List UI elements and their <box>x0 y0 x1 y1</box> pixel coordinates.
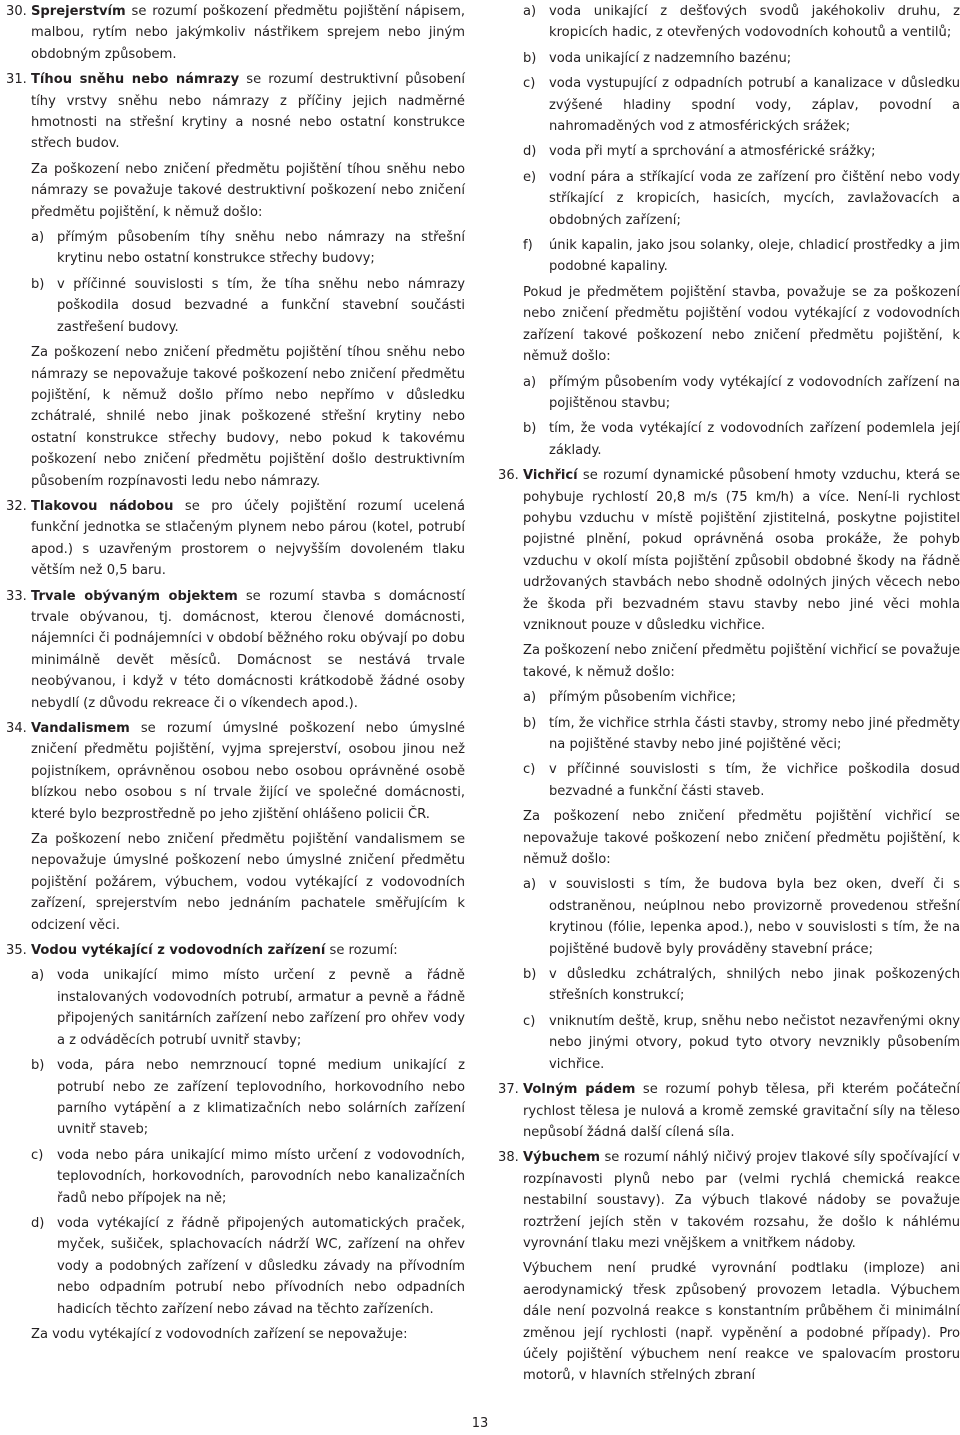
list-text: voda při mytí a sprchování a atmosférické srážky; <box>549 144 876 160</box>
definition-term: Tíhou sněhu nebo námrazy <box>31 72 240 88</box>
list-text: přímým působením vody vytékající z vodovodních zařízení na pojištěnou stavbu; <box>549 374 960 411</box>
definition-number: 31. <box>6 72 27 88</box>
list-item <box>498 167 960 231</box>
list-item <box>498 418 960 461</box>
definition-35 <box>6 940 465 961</box>
definition-term: Trvale obývaným objektem <box>31 588 238 604</box>
definition-33 <box>6 586 465 714</box>
list-item <box>498 687 960 708</box>
list-text: voda vystupující z odpadních potrubí a kanalizace v důsledku zvýšené hladiny spodní vody, záplav, povodní a nahromaděných vod z atmosférických srážek; <box>549 76 960 135</box>
list-item <box>6 1055 465 1141</box>
definition-32 <box>6 496 465 582</box>
list-text: voda unikající mimo místo určení z pevně a řádně instalovaných vodovodních potrubí, armatur a pevně a řádně připojených sanitárních zařízení nebo zařízení pro ohřev vody a z odváděcích potrubí uvnitř stavby; <box>57 968 465 1048</box>
list-text: voda unikající z nadzemního bazénu; <box>549 50 792 66</box>
definition-text: se rozumí pohyb tělesa, při kterém počáteční rychlost tělesa je nulová a kromě zemské gravitační síly na těleso nepůsobí žádná další cílená síla. <box>523 1082 960 1140</box>
paragraph: Výbuchem není prudké vyrovnání podtlaku (imploze) ani aerodynamický třesk způsobený provozem letadla. Výbuchem dále není pozvolná reakce s konstantním průběhem či minimální změnou její rychlosti (např. vypěnění a podobné případy). Pro účely pojištění výbuchem není reakce ve spalovacím prostoru motorů, v hlavních střelných zbraní <box>523 1261 960 1384</box>
list-marker: c) <box>31 1147 44 1163</box>
definition-term: Vodou vytékající z vodovodních zařízení <box>31 943 326 959</box>
list-item <box>498 964 960 1007</box>
list-text: vodní pára a stříkající voda ze zařízení pro čištění nebo vody stříkající z kropicích, hasicích, mycích, zavlažovacích a obdobných zařízení; <box>549 169 960 228</box>
definition-text: se rozumí úmyslné poškození nebo úmyslné zničení předmětu pojištění, vyjma sprejerství, osobou jinou než pojistníkem, oprávněnou osobou nebo osobou oprávněné osobě blízkou nebo osobou s ní trvale žijící ve společné domácnosti, které bylo bezprostředně po jeho zjištění ohlášeno policii ČR. <box>31 721 465 822</box>
list-item <box>498 372 960 415</box>
list-text: přímým působením tíhy sněhu nebo námrazy na střešní krytinu nebo ostatní konstrukce střechy budovy; <box>57 230 465 267</box>
list-text: tím, že voda vytékající z vodovodních zařízení podemlela její základy. <box>549 421 960 458</box>
definition-number: 37. <box>498 1082 519 1098</box>
definition-31 <box>6 69 465 155</box>
definition-38 <box>498 1147 960 1254</box>
list-marker: b) <box>31 1058 45 1074</box>
definition-text: se rozumí náhlý ničivý projev tlakové síly spočívající v rozpínavosti plynů nebo par (velmi rychlá chemická reakce nestabilní soustavy). Za výbuch tlakové nádoby se považuje roztržení jejích stěn v takovém rozsahu, že došlo k náhlému vyrovnání tlaku mezi vnějškem a vnitřkem nádoby. <box>523 1150 960 1251</box>
list-item <box>6 1213 465 1320</box>
definition-term: Volným pádem <box>523 1082 636 1098</box>
definition-36 <box>498 465 960 636</box>
list-marker: a) <box>31 230 45 246</box>
list-marker: a) <box>523 877 537 893</box>
list-marker: f) <box>523 238 533 254</box>
list-marker: a) <box>523 4 537 19</box>
left-column <box>6 1 465 1349</box>
paragraph: Za vodu vytékající z vodovodních zařízení se nepovažuje: <box>31 1326 408 1342</box>
definition-30 <box>6 1 465 65</box>
list-text: tím, že vichřice strhla části stavby, stromy nebo jiné předměty na pojištěné stavby nebo jiné pojištěné věci; <box>549 715 960 752</box>
list-marker: b) <box>523 715 537 731</box>
paragraph: Za poškození nebo zničení předmětu pojištění tíhou sněhu nebo námrazy se považuje takové destruktivní poškození nebo zničení předmětu pojištění, k němuž došlo: <box>31 161 465 220</box>
list-item <box>498 759 960 802</box>
list-text: přímým působením vichřice; <box>549 690 736 706</box>
list-item <box>498 73 960 137</box>
paragraph: Za poškození nebo zničení předmětu pojištění vichřicí se nepovažuje takové poškození nebo zničení předmětu pojištění, k němuž došlo: <box>523 809 960 868</box>
definition-37 <box>498 1079 960 1143</box>
list-marker: a) <box>31 968 45 984</box>
definition-term: Tlakovou nádobou <box>31 498 174 514</box>
list-marker: b) <box>523 421 537 437</box>
list-text: v souvislosti s tím, že budova byla bez oken, dveří či s odstraněnou, neúplnou nebo provizorně provedenou střešní krytinou (fólie, lepenka apod.), nebo v souvislosti s tím, že na pojištěné budově byly prováděny stavební práce; <box>549 877 960 957</box>
definition-number: 38. <box>498 1150 519 1166</box>
list-text: v příčinné souvislosti s tím, že tíha sněhu nebo námrazy poškodila dosud bezvadné a funkční stavební součásti zastřešení budovy. <box>57 276 465 335</box>
definition-term: Sprejerstvím <box>31 4 126 19</box>
list-text: voda, pára nebo nemrznoucí topné medium unikající z potrubí nebo ze zařízení teplovodního, horkovodního nebo parního vytápění a z klimatizačních nebo solárních zařízení uvnitř staveb; <box>57 1058 465 1138</box>
definition-text: se rozumí dynamické působení hmoty vzduchu, která se pohybuje rychlostí 20,8 m/s (75 km/h) a více. Není-li rychlost pohybu vzduchu v místě pojištění zjistitelná, poskytne pojistitel pojistné plnění, pokud oprávněná osoba prokáže, že pohyb vzduchu v okolí místa pojištění způsobil obdobné škody na řádně udržovaných stavbách nebo shodně odolných jiných věcech nebo že škoda při bezvadném stavu stavby nebo jiné věci mohla vzniknout pouze v důsledku vichřice. <box>523 468 960 633</box>
list-item <box>498 48 960 69</box>
list-marker: c) <box>523 1013 536 1029</box>
definition-number: 34. <box>6 721 27 736</box>
list-marker: b) <box>523 50 537 66</box>
definition-text: se rozumí stavba s domácností trvale obývanou, tj. domácnost, kterou členové domácnosti, nájemníci či podnájemníci v období běžného roku obývají po dobu minimálně devět měsíců. Domácnost se nestává trvale neobývanou, i když v této domácnosti krátkodobě žádné osoby nebydlí (z důvodu rekreace či o víkendech apod.). <box>31 588 465 711</box>
definition-34 <box>6 718 465 825</box>
definition-text: se rozumí poškození předmětu pojištění nápisem, malbou, rytím nebo jakýmkoliv nástřikem sprejem nebo jiným obdobným způsobem. <box>31 4 465 62</box>
definition-number: 36. <box>498 468 519 484</box>
definition-number: 32. <box>6 498 27 514</box>
paragraph: Za poškození nebo zničení předmětu pojištění vandalismem se nepovažuje úmyslné poškození nebo úmyslné zničení předmětu pojištění požárem, výbuchem, vodou vytékající z vodovodních zařízení, sprejerstvím nebo jednáním pachatele směřujícím k odcizení věci. <box>31 832 465 933</box>
list-marker: c) <box>523 76 536 92</box>
list-item <box>6 274 465 338</box>
definition-text: se rozumí: <box>325 943 398 959</box>
list-marker: e) <box>523 169 537 185</box>
list-marker: b) <box>31 276 45 292</box>
definition-term: Vichřicí <box>523 468 578 484</box>
list-item <box>498 1011 960 1075</box>
paragraph: Pokud je předmětem pojištění stavba, považuje se za poškození nebo zničení předmětu pojištění vodou vytékající z vodovodních zařízení takové poškození nebo zničení předmětu pojištění, k němuž došlo: <box>523 284 960 365</box>
definition-number: 30. <box>6 4 27 19</box>
definition-number: 33. <box>6 588 27 604</box>
list-text: voda vytékající z řádně připojených automatických praček, myček, sušiček, splachovacích nádrží WC, zařízení na ohřev vody a podobných zařízení v důsledku závady na přívodním nebo odpadním potrubí nebo přívodních nebo odpadních hadicích těchto zařízení nebo závad na těchto zařízeních. <box>57 1215 465 1317</box>
list-text: voda unikající z dešťových svodů jakéhokoliv druhu, z kropicích hadic, z otevřených vodovodních kohoutů a ventilů; <box>549 4 960 41</box>
definition-term: Vandalismem <box>31 721 130 736</box>
list-marker: a) <box>523 690 537 706</box>
definition-text: se pro účely pojištění rozumí ucelená funkční jednotka se stlačeným plynem nebo párou (kotel, potrubí apod.) s uzavřeným prostorem o nejvyšším dovoleném tlaku větším než 0,5 baru. <box>31 498 466 579</box>
list-marker: d) <box>523 144 537 160</box>
paragraph: Za poškození nebo zničení předmětu pojištění tíhou sněhu nebo námrazy se nepovažuje takové poškození nebo zničení předmětu pojištění, k němuž došlo přímo nebo nepřímo v důsledku zchátralé, shnilé nebo jinak poškozené střešní krytiny nebo ostatní konstrukce střechy budovy, nebo pokud k takovému poškození nebo zničení předmětu pojištění došlo destruktivním působením rozpínavosti ledu nebo námrazy. <box>31 345 465 489</box>
list-marker: b) <box>523 967 537 983</box>
list-text: vniknutím deště, krup, sněhu nebo nečistot nezavřenými okny nebo jinými otvory, pokud tyto otvory nevznikly působením vichřice. <box>549 1013 960 1072</box>
list-item <box>498 713 960 756</box>
list-marker: d) <box>31 1215 45 1231</box>
list-item <box>498 235 960 278</box>
list-item <box>498 141 960 162</box>
definition-number: 35. <box>6 943 27 959</box>
list-item <box>498 1 960 44</box>
paragraph: Za poškození nebo zničení předmětu pojištění vichřicí se považuje takové, k němuž došlo: <box>523 643 960 680</box>
page-number: 13 <box>471 1416 489 1431</box>
list-item <box>6 1145 465 1209</box>
list-item <box>6 227 465 270</box>
list-item <box>6 965 465 1051</box>
list-item <box>498 874 960 960</box>
list-text: únik kapalin, jako jsou solanky, oleje, chladicí prostředky a jim podobné kapaliny. <box>549 238 960 275</box>
list-marker: c) <box>523 762 536 778</box>
definition-term: Výbuchem <box>523 1150 600 1166</box>
definition-text: se rozumí destruktivní působení tíhy vrstvy sněhu nebo námrazy z příčiny jejich nadměrné hmotnosti na střešní krytiny a nosné nebo ostatní konstrukce střech budov. <box>31 72 465 152</box>
list-text: voda nebo pára unikající mimo místo určení z vodovodních, teplovodních, horkovodních, parovodních nebo kanalizačních řadů nebo přípojek na ně; <box>57 1147 465 1206</box>
list-text: v příčinné souvislosti s tím, že vichřice poškodila dosud bezvadné a funkční části staveb. <box>549 762 960 799</box>
list-text: v důsledku zchátralých, shnilých nebo jinak poškozených střešních konstrukcí; <box>549 967 960 1004</box>
right-column <box>498 1 960 1391</box>
list-marker: a) <box>523 374 537 390</box>
